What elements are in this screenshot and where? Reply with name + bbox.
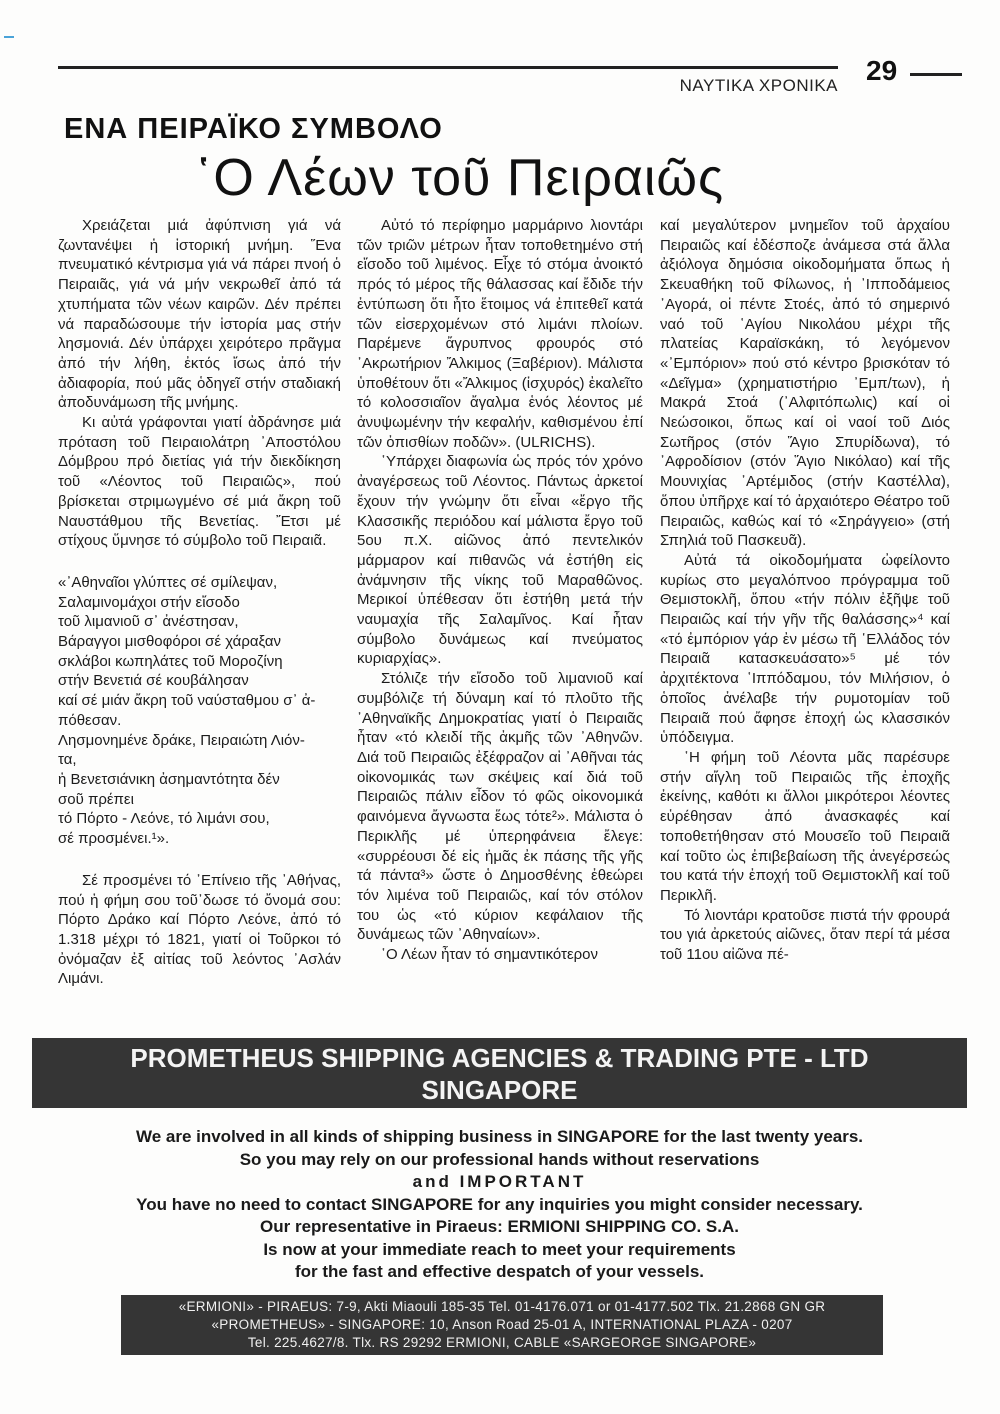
advertisement-contact-footer — [121, 1295, 883, 1355]
advertisement-body — [32, 1126, 967, 1284]
contact-line: «ERMIONI» - PIRAEUS: 7-9, Akti Miaouli 185-35 Tel. 01-4176.071 or 01-4177.502 Tlx. 21.2868 GN GR — [178, 1299, 826, 1314]
ad-line: So you may rely on our professional hands without reservations — [239, 1149, 760, 1169]
poem-line: σκλάβοι κωπηλάτες τοῦ Μοροζίνη — [58, 652, 283, 670]
ad-line: Is now at your immediate reach to meet your requirements — [263, 1239, 736, 1259]
scan-corner-mark — [4, 36, 14, 38]
article-column-2 — [357, 216, 643, 965]
poem-line: Σαλαμινομάχοι στήν εἴσοδο — [58, 593, 240, 611]
paragraph: Τό λιοντάρι κρατοῦσε πιστά τήν φρουρά του γιά ἀρκετούς αἰῶνες, ὅταν περί τά μέσα τοῦ 11ου αἰῶνα πέ- — [660, 906, 950, 964]
paragraph: Κι αὐτά γράφονται γιατί ἀδράνησε μιά πρόταση τοῦ Πειραιολάτρη ᾿Αποστόλου Δόμβρου πρό διετίας γιά τήν διεκδίκηση τοῦ «Λέοντος τοῦ Πειραιῶς», πού βρίσκεται στριμωγμένο σέ μιά ἄκρη τοῦ Ναυστάθμου τῆς Βενετίας. Ἔτσι μέ στίχους ὕμνησε τό σύμβολο τοῦ Πειραιᾶ. — [58, 414, 341, 550]
paragraph: ῾Ο Λέων ἦταν τό σημαντικότερον — [381, 946, 599, 964]
paragraph: ῾Υπάρχει διαφωνία ὡς πρός τόν χρόνο ἀναγέρσεως τοῦ Λέοντος. Πάντως ἀρκετοί ἔχουν τήν γνώμην ὅτι εἶναι «ἔργο τῆς Κλασσικῆς περιόδου καί μάλιστα ἔργο τοῦ 5ου π.Χ. αἰῶνος ἀπό πεντελικόν μάρμαρον καί πιθανῶς νά ἐστήθη εἰς ἀνάμνησιν τῆς νίκης τοῦ Μαραθῶνος. Μερικοί ὑπέθεσαν ὅτι ἐστήθη μετά τήν ναυμαχία τῆς Σαλαμῖνος. Καί ἦταν σύμβολο δυνάμεως καί πνεύματος κυριαρχίας». — [357, 453, 643, 668]
article-kicker: ΕΝΑ ΠΕΙΡΑΪΚΟ ΣΥΜΒΟΛΟ — [64, 113, 443, 145]
article-headline: ῾Ο Λέων τοῦ Πειραιῶς — [195, 149, 725, 207]
poem-line: τό Πόρτο - Λεόνε, τό λιμάνι σου, — [58, 810, 270, 828]
header-rule — [58, 66, 838, 69]
page-number-rule — [910, 73, 962, 76]
ad-line: and IMPORTANT — [412, 1172, 587, 1191]
article-column-1 — [58, 216, 341, 989]
poem-line: στήν Βενετιά σέ κουβάλησαν — [58, 672, 249, 690]
poem-line: Βάραγγοι μισθοφόροι σέ χάραξαν — [58, 633, 282, 651]
poem-line: «᾿Αθηναῖοι γλύπτες σέ σμίλεψαν, — [58, 573, 278, 591]
poem-line: τοῦ λιμανιοῦ σ᾿ ἀνέστησαν, — [58, 613, 239, 631]
poem-line: καί σέ μιάν ἄκρη τοῦ ναύσταθμου σ᾿ ἀ- — [58, 692, 316, 710]
poem-line: σέ προσμένει.¹». — [58, 830, 170, 848]
poem-line: τα, — [58, 751, 77, 769]
paragraph: Σέ προσμένει τό ᾿Επίνειο τῆς ᾿Αθήνας, πού ἡ φήμη σου τοῦ᾿δωσε τό ὄνομά σου: Πόρτο Δράκο καί Πόρτο Λεόνε, ἀπό τό 1.318 μέχρι τό 1821, γιατί οἱ Τοῦρκοι τό ὀνόμαζαν ἐξ αἰτίας τοῦ λεόντος ᾿Ασλάν Λιμάνι. — [58, 871, 341, 988]
poem-line: σοῦ πρέπει — [58, 790, 134, 808]
paragraph: Χρειάζεται μιά ἀφύπνιση γιά νά ζωντανέψει ἡ ἱστορική μνήμη. Ἕνα πνευματικό κέντρισμα γιά νά πάρει πνοή ὁ Πειραιᾶς, γιά νά μήν νεκρωθεῖ ἀπό τά χτυπήματα τῶν νέων καιρῶν. Δέν πρέπει νά παραδώσουμε τήν ἱστορία μας στήν λησμονιά. Δέν ὑπάρχει χειρότερο πρᾶγμα ἀπό τήν λήθη, ἐκτός ἴσως ἀπό τήν ἀδιαφορία, πού μᾶς ὁδηγεῖ στήν σταδιακή ἀποδυνάμωση τῆς μνήμης. — [58, 217, 341, 412]
poem-line: Λησμονημένε δράκε, Πειραιώτη Λιόν- — [58, 731, 305, 749]
article-column-3 — [660, 216, 950, 965]
paragraph: καί μεγαλύτερον μνημεῖον τοῦ ἀρχαίου Πειραιῶς καί ἐδέσποζε ἀνάμεσα στά ἄλλα ἀξιόλογα δημόσια οἰκοδομήματα ὅπως ἡ Σκευαθήκη τοῦ Φίλωνος, ἡ ᾿Ιπποδάμειος ᾿Αγορά, οἱ πέντε Στοές, ἀπό τό σημερινό ναό τοῦ ῾Αγίου Νικολάου μέχρι τῆς πλατείας Καραϊσκάκη, τό λεγόμενον «᾿Εμπόριον» πού στό κέντρο βρισκόταν τό «Δεῖγμα» (χρηματιστήριο ᾿Εμπ/των), ἡ Μακρά Στοά (᾿Αλφιτόπωλις) καί οἱ Νεώσοικοι, ὅπως καί οἱ ναοί τοῦ Διός Σωτῆρος (στόν Ἅγιο Σπυρίδωνα), τό ᾿Αφροδίσιον (στόν Ἅγιο Νικόλαο) καί τῆς Μουνιχίας ᾿Αρτέμιδος (στήν Καστέλλα), ὅπου ὑπῆρχε καί τό ἀρχαιότερο Θέατρο τοῦ Πειραιῶς, καθώς καί τό «Σηράγγειο» (στή Σπηλιά τοῦ Πασκευᾶ). — [660, 217, 950, 550]
ad-company-location: SINGAPORE — [421, 1075, 578, 1105]
poem-line: πόθεσαν. — [58, 711, 122, 729]
page-number: 29 — [866, 55, 898, 86]
poem-line: ἡ Βενετσιάνικη ἀσημαντότητα δέν — [58, 770, 280, 788]
paragraph: Αὐτά τά οἰκοδομήματα ὠφείλοντο κυρίως στο μεγαλόπνοο πρόγραμμα τοῦ Θεμιστοκλῆ, ὅπου «τήν πόλιν ἐξῆψε τοῦ Πειραιῶς καί τήν γῆν τῆς θαλάσσης»⁴ καί «τό ἐμπόριον γάρ ἐν μέσω τῆ ῾Ελλάδος τόν Πειραιᾶ κατασκευάσατο»⁵ μέ τόν ἀρχιτέκτονα ῾Ιππόδαμου, τόν Μιλήσιον, ὁ ὁποῖος ἀνέλαβε τήν ρυμοτομίαν τοῦ Πειραιᾶ πού ἄφησε ἐποχή ὡς κλασσικόν ὑπόδειγμα. — [660, 551, 950, 747]
ad-line: for the fast and effective despatch of your vessels. — [294, 1262, 705, 1281]
paragraph: Στόλιζε τήν εἴσοδο τοῦ λιμανιοῦ καί συμβόλιζε τή δύναμη καί τό πλοῦτο τῆς ᾿Αθηναϊκῆς Δημοκρατίας γιατί ὁ Πειραιᾶς ἦταν «τό κλειδί τῆς ἀκμῆς τῶν ᾿Αθηνῶν. Διά τοῦ Πειραιῶς ἐξέφραζον αἱ ᾿Αθῆναι τάς οἰκονομικάς των σκέψεις καί διά τοῦ Πειραιῶς πάλιν εἶδον τό φῶς οἰκονομικά φαινόμενα ἄγνωστα ἕως τότε²». Μάλιστα ὁ Περικλῆς μέ ὑπερηφάνεια ἔλεγε: «συρρέουσι δέ εἰς ἡμᾶς ἐκ πάσης τῆς γῆς τά πάντα³» ὥστε ὁ Δημοσθένης ἐθεώρει τόν λιμένα τοῦ Πειραιῶς, καί τόν στόλον του ὡς «τό κύριον κεφάλαιον τῆς δυνάμεως τῶν ᾿Αθηναίων». — [357, 670, 643, 944]
ad-line: Our representative in Piraeus: ERMIONI SHIPPING CO. S.A. — [260, 1217, 739, 1236]
poem — [58, 573, 341, 849]
running-title: ΝΑΥΤΙΚΑ ΧΡΟΝΙΚΑ — [679, 76, 838, 95]
ad-line: You have no need to contact SINGAPORE for any inquiries you might consider necessary. — [136, 1194, 863, 1214]
ad-line: We are involved in all kinds of shipping business in SINGAPORE for the last twenty years. — [135, 1127, 864, 1146]
contact-line: Tel. 225.4627/8. Tlx. RS 29292 ERMIONI, CABLE «SARGEORGE SINGAPORE» — [247, 1335, 757, 1350]
paragraph: Αὐτό τό περίφημο μαρμάρινο λιοντάρι τῶν τριῶν μέτρων ἦταν τοποθετημένο στή εἴσοδο τοῦ λιμένος. Εἶχε τό στόμα ἀνοικτό πρός τό μέρος τῆς θάλασσας καί ἔδιδε τήν ἐντύπωση ὅτι ἦτο ἕτοιμος νά ἐπιτεθεῖ κατά τῶν εἰσερχομένων στό λιμάνι πλοίων. Παρέμενε ἄγρυπνος φρουρός στό ᾿Ακρωτήριον Ἄλκιμος (Ξαβέριον). Μάλιστα ὑποθέτουν ὅτι «Ἄλκιμος (ἰσχυρός) ἐκαλεῖτο τό κολοσσιαῖον ἄγαλμα ἑνός λέοντος μέ ἀνυψωμένην τήν κεφαλήν, καθισμένου ἐπί τῶν ὀπισθίων ποδῶν». (ULRICHS). — [357, 217, 643, 451]
advertisement-banner — [32, 1038, 967, 1108]
contact-line: «PROMETHEUS» - SINGAPORE: 10, Anson Road 25-01 A, INTERNATIONAL PLAZA - 0207 — [211, 1317, 793, 1332]
ad-company-name: PROMETHEUS SHIPPING AGENCIES & TRADING PTE - LTD — [130, 1043, 869, 1073]
paragraph: ῾Η φήμη τοῦ Λέοντα μᾶς παρέσυρε στήν αἴγλη τοῦ Πειραιῶς τῆς ἐποχῆς ἐκείνης, καθότι κι ἄλλοι μικρότεροι λέοντες εὑρέθησαν ἀπό ἀνασκαφές καί τοποθετήθησαν στό Μουσεῖο τοῦ Πειραιᾶ καί τοῦτο ὡς ἐπιβεβαίωση τῆς ἀνεγέρσεώς του κατά τήν ἐποχή τοῦ Θεμιστοκλῆ καί τοῦ Περικλῆ. — [660, 748, 950, 904]
